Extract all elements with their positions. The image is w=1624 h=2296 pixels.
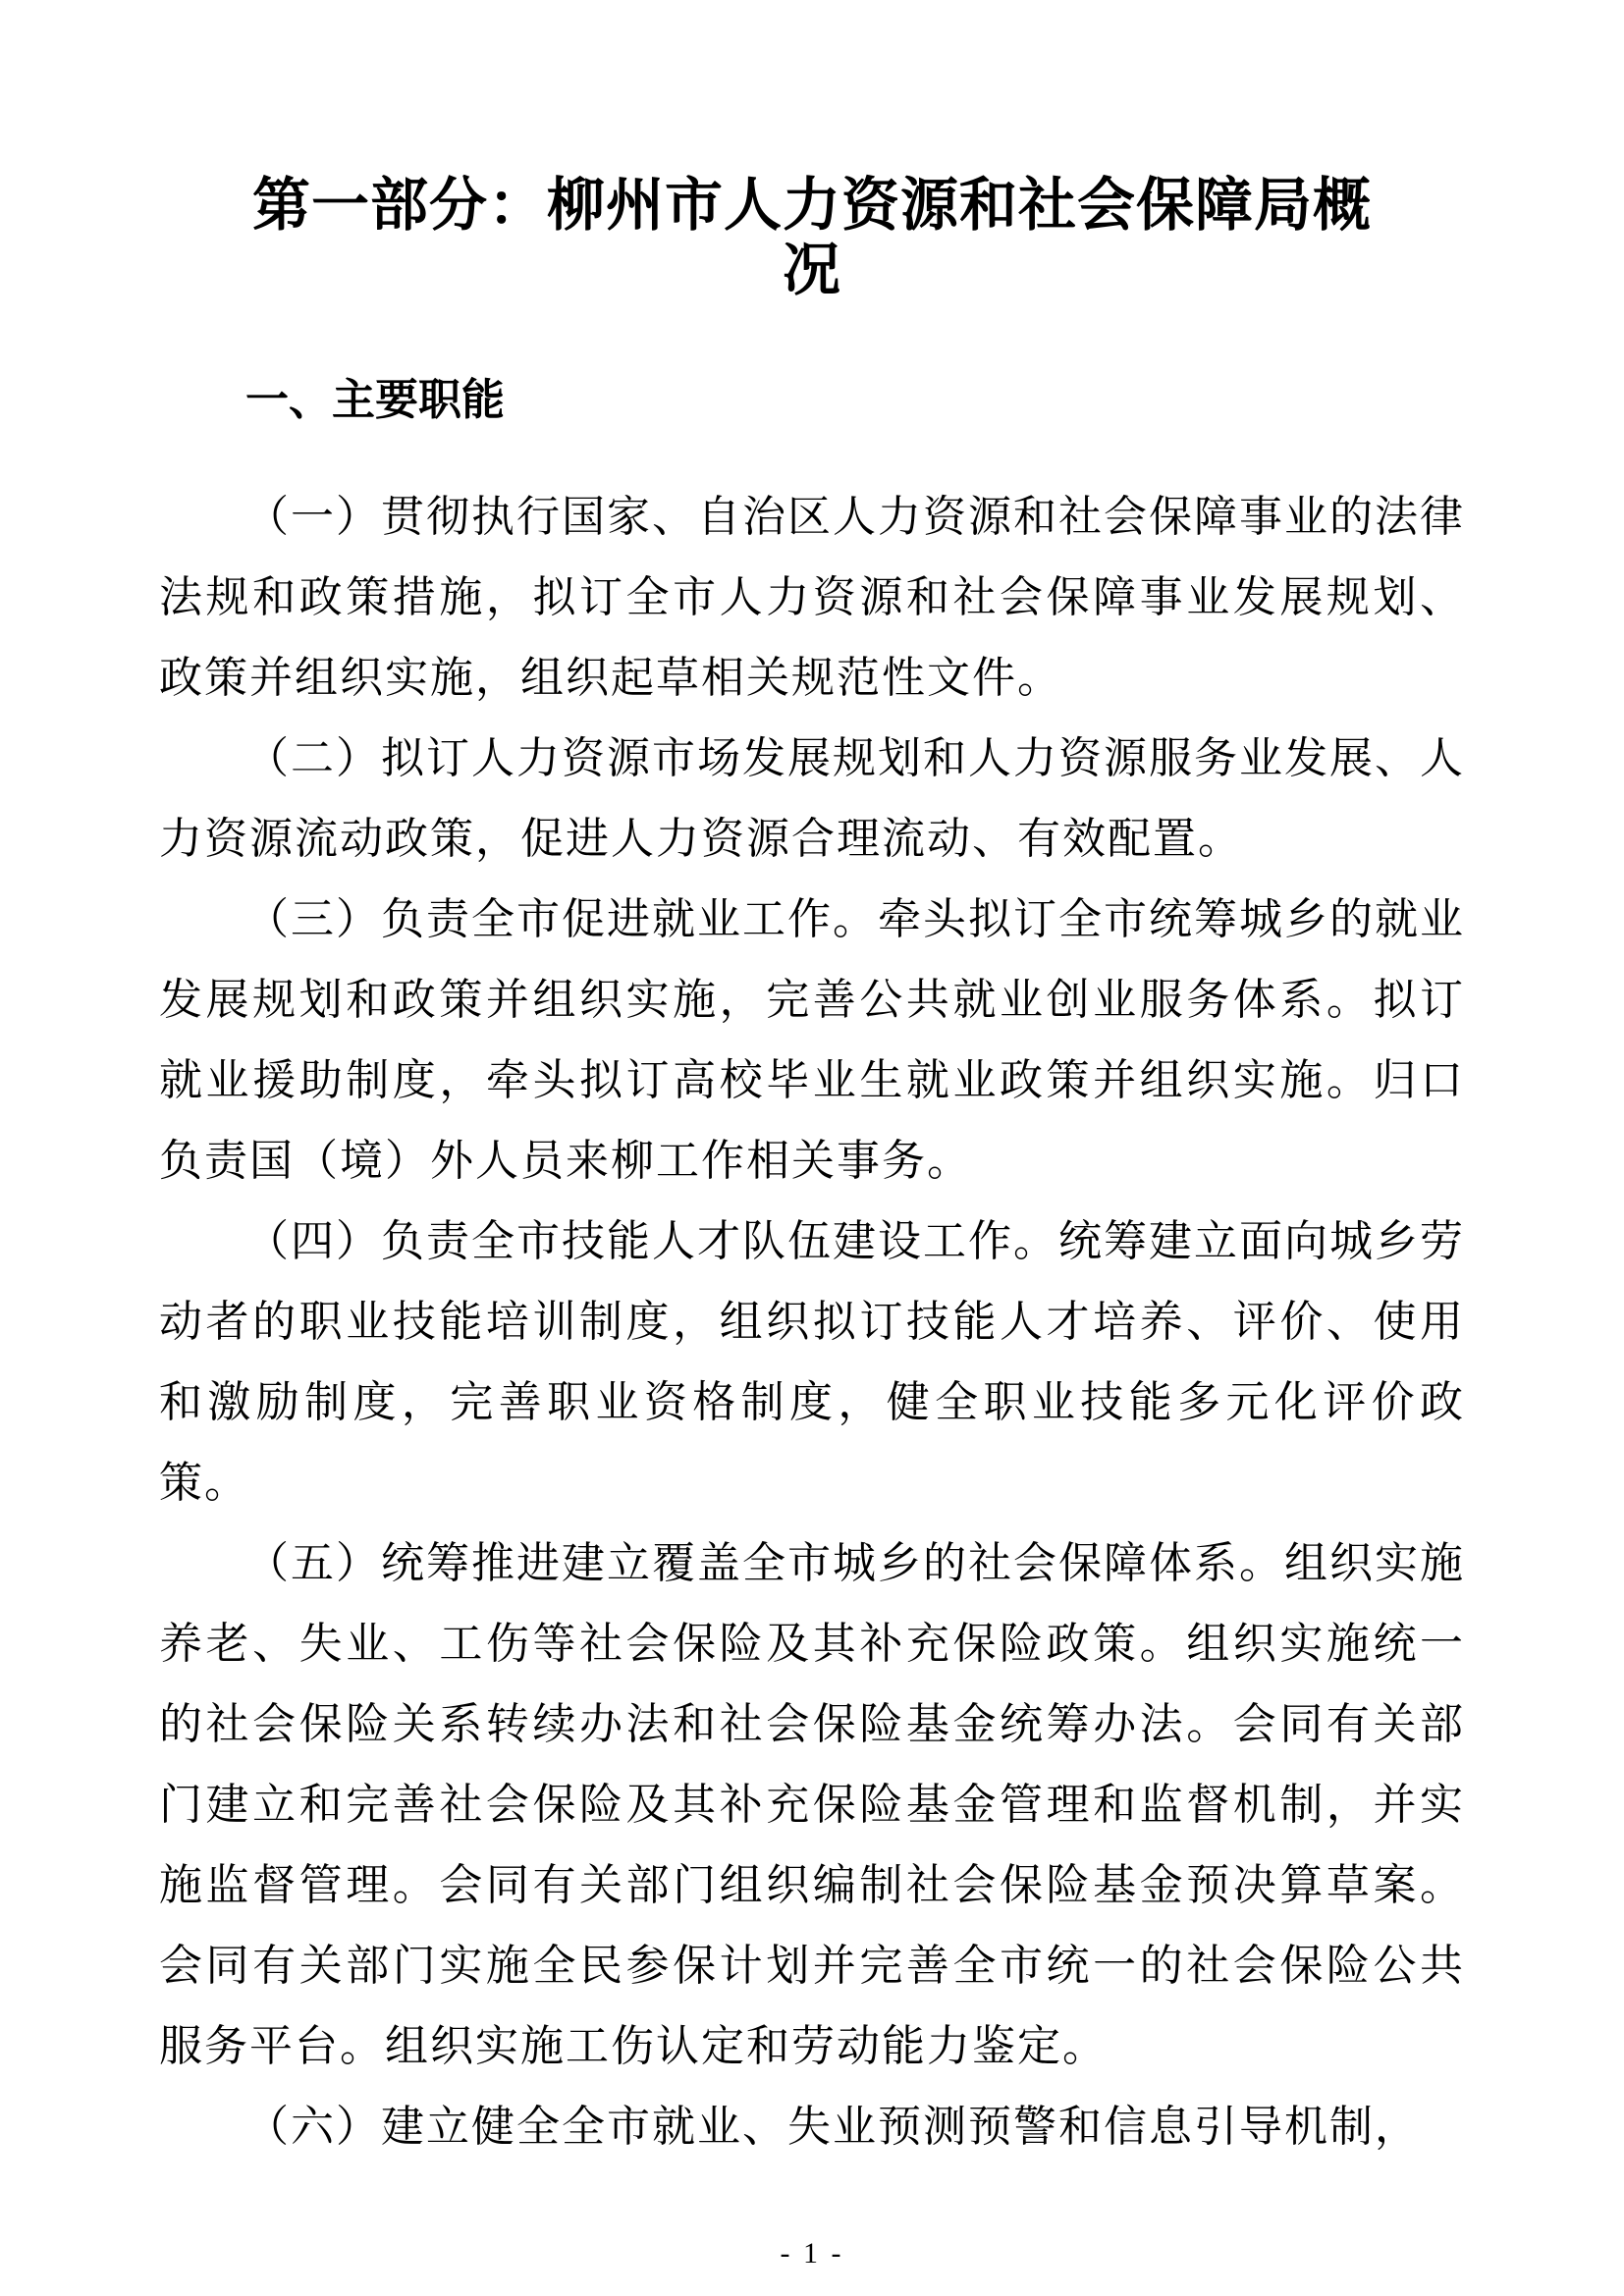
paragraph-function-1: （一）贯彻执行国家、自治区人力资源和社会保障事业的法律法规和政策措施，拟订全市人力资源和社会保障事业发展规划、政策并组织实施，组织起草相关规范性文件。 xyxy=(159,492,1465,702)
paragraph-function-4: （四）负责全市技能人才队伍建设工作。统筹建立面向城乡劳动者的职业技能培训制度，组织拟订技能人才培养、评价、使用和激励制度，完善职业资格制度，健全职业技能多元化评价政策。 xyxy=(159,1216,1465,1507)
page-title-line-2: 况 xyxy=(782,237,841,302)
section-heading-main-functions: 一、主要职能 xyxy=(245,375,505,424)
page-footer xyxy=(0,2237,1624,2270)
page-title xyxy=(159,173,1465,302)
body-text xyxy=(159,477,1465,2167)
page-title-line-1: 第一部分：柳州市人力资源和社会保障局概 xyxy=(251,172,1372,238)
paragraph-function-6: （六）建立健全全市就业、失业预测预警和信息引导机制， xyxy=(245,2102,1420,2151)
paragraph-function-3: （三）负责全市促进就业工作。牵头拟订全市统筹城乡的就业发展规划和政策并组织实施，完善公共就业创业服务体系。拟订就业援助制度，牵头拟订高校毕业生就业政策并组织实施。归口负责国（境）外人员来柳工作相关事务。 xyxy=(159,894,1465,1185)
paragraph-function-5: （五）统筹推进建立覆盖全市城乡的社会保障体系。组织实施养老、失业、工伤等社会保险及其补充保险政策。组织实施统一的社会保险关系转续办法和社会保险基金统筹办法。会同有关部门建立和完善社会保险及其补充保险基金管理和监督机制，并实施监督管理。会同有关部门组织编制社会保险基金预决算草案。会同有关部门实施全民参保计划并完善全市统一的社会保险公共服务平台。组织实施工伤认定和劳动能力鉴定。 xyxy=(159,1538,1465,2070)
paragraph-function-2: （二）拟订人力资源市场发展规划和人力资源服务业发展、人力资源流动政策，促进人力资源合理流动、有效配置。 xyxy=(159,733,1465,863)
page-number: - 1 - xyxy=(780,2237,844,2269)
